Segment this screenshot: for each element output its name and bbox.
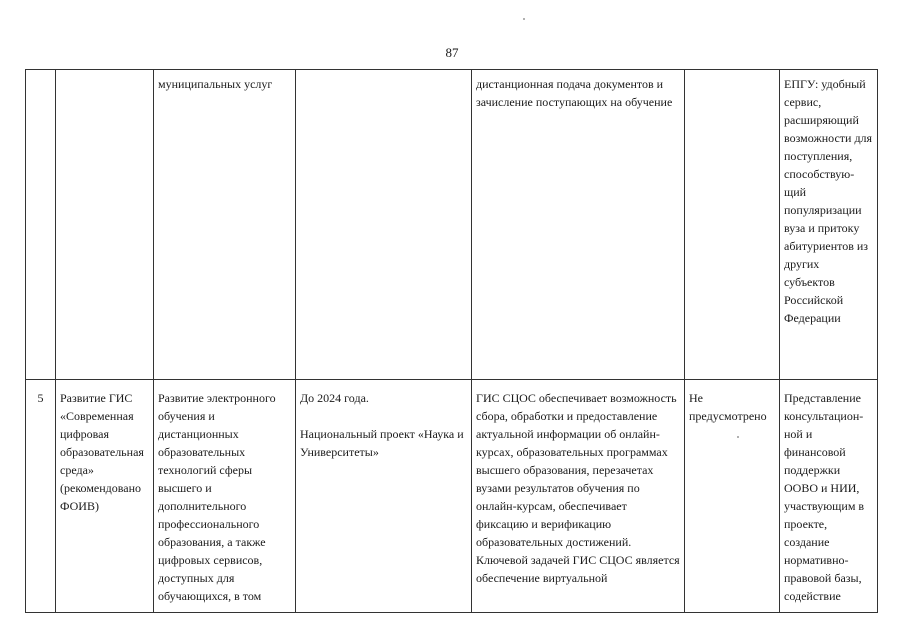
paragraph-gap: [300, 407, 467, 425]
description-cell: дистанционная подача документов и зачисление поступающих на обучение: [472, 70, 685, 380]
effect-cell: ЕПГУ: удобный сервис, расширяющий возможности для поступления, способствую-щий популяризации вуза и притоку абитуриентов из других субъектов Российской Федерации: [780, 70, 878, 380]
table-row: [26, 70, 878, 380]
project-name-cell: Развитие ГИС «Современная цифровая образовательная среда» (рекомендовано ФОИВ): [56, 380, 154, 613]
funding-cell: [685, 70, 780, 380]
timeline-cell: [296, 380, 472, 613]
timeline-cell: [296, 70, 472, 380]
timeline-program: Национальный проект «Наука и Университеты»: [300, 427, 464, 459]
effect-cell: Представление консультацион-ной и финансовой поддержки ООВО и НИИ, участвующим в проекте, создание нормативно-правовой базы, содействие: [780, 380, 878, 613]
row-number-cell: 5: [26, 380, 56, 613]
funding-cell: Не предусмотрено: [685, 380, 780, 613]
project-name-cell: [56, 70, 154, 380]
goal-cell: Развитие электронного обучения и дистанционных образовательных технологий сферы высшего и дополнительного профессионального образования, а также цифровых сервисов, доступных для обучающихся, в том: [154, 380, 296, 613]
goal-cell: муниципальных услуг: [154, 70, 296, 380]
projects-table: [25, 69, 878, 613]
description-cell: ГИС СЦОС обеспечивает возможность сбора, обработки и предоставление актуальной информации об онлайн-курсах, образовательных программах высшего образования, перезачетах вузами результатов обучения по онлайн-курсам, обеспечивает фиксацию и верификацию образовательных достижений. Ключевой задачей ГИС СЦОС является обеспечение виртуальной: [472, 380, 685, 613]
scan-speck: [523, 18, 525, 20]
row-number-cell: [26, 70, 56, 380]
timeline-deadline: До 2024 года.: [300, 391, 369, 405]
page-number: 87: [445, 45, 459, 60]
table-row: [26, 380, 878, 613]
